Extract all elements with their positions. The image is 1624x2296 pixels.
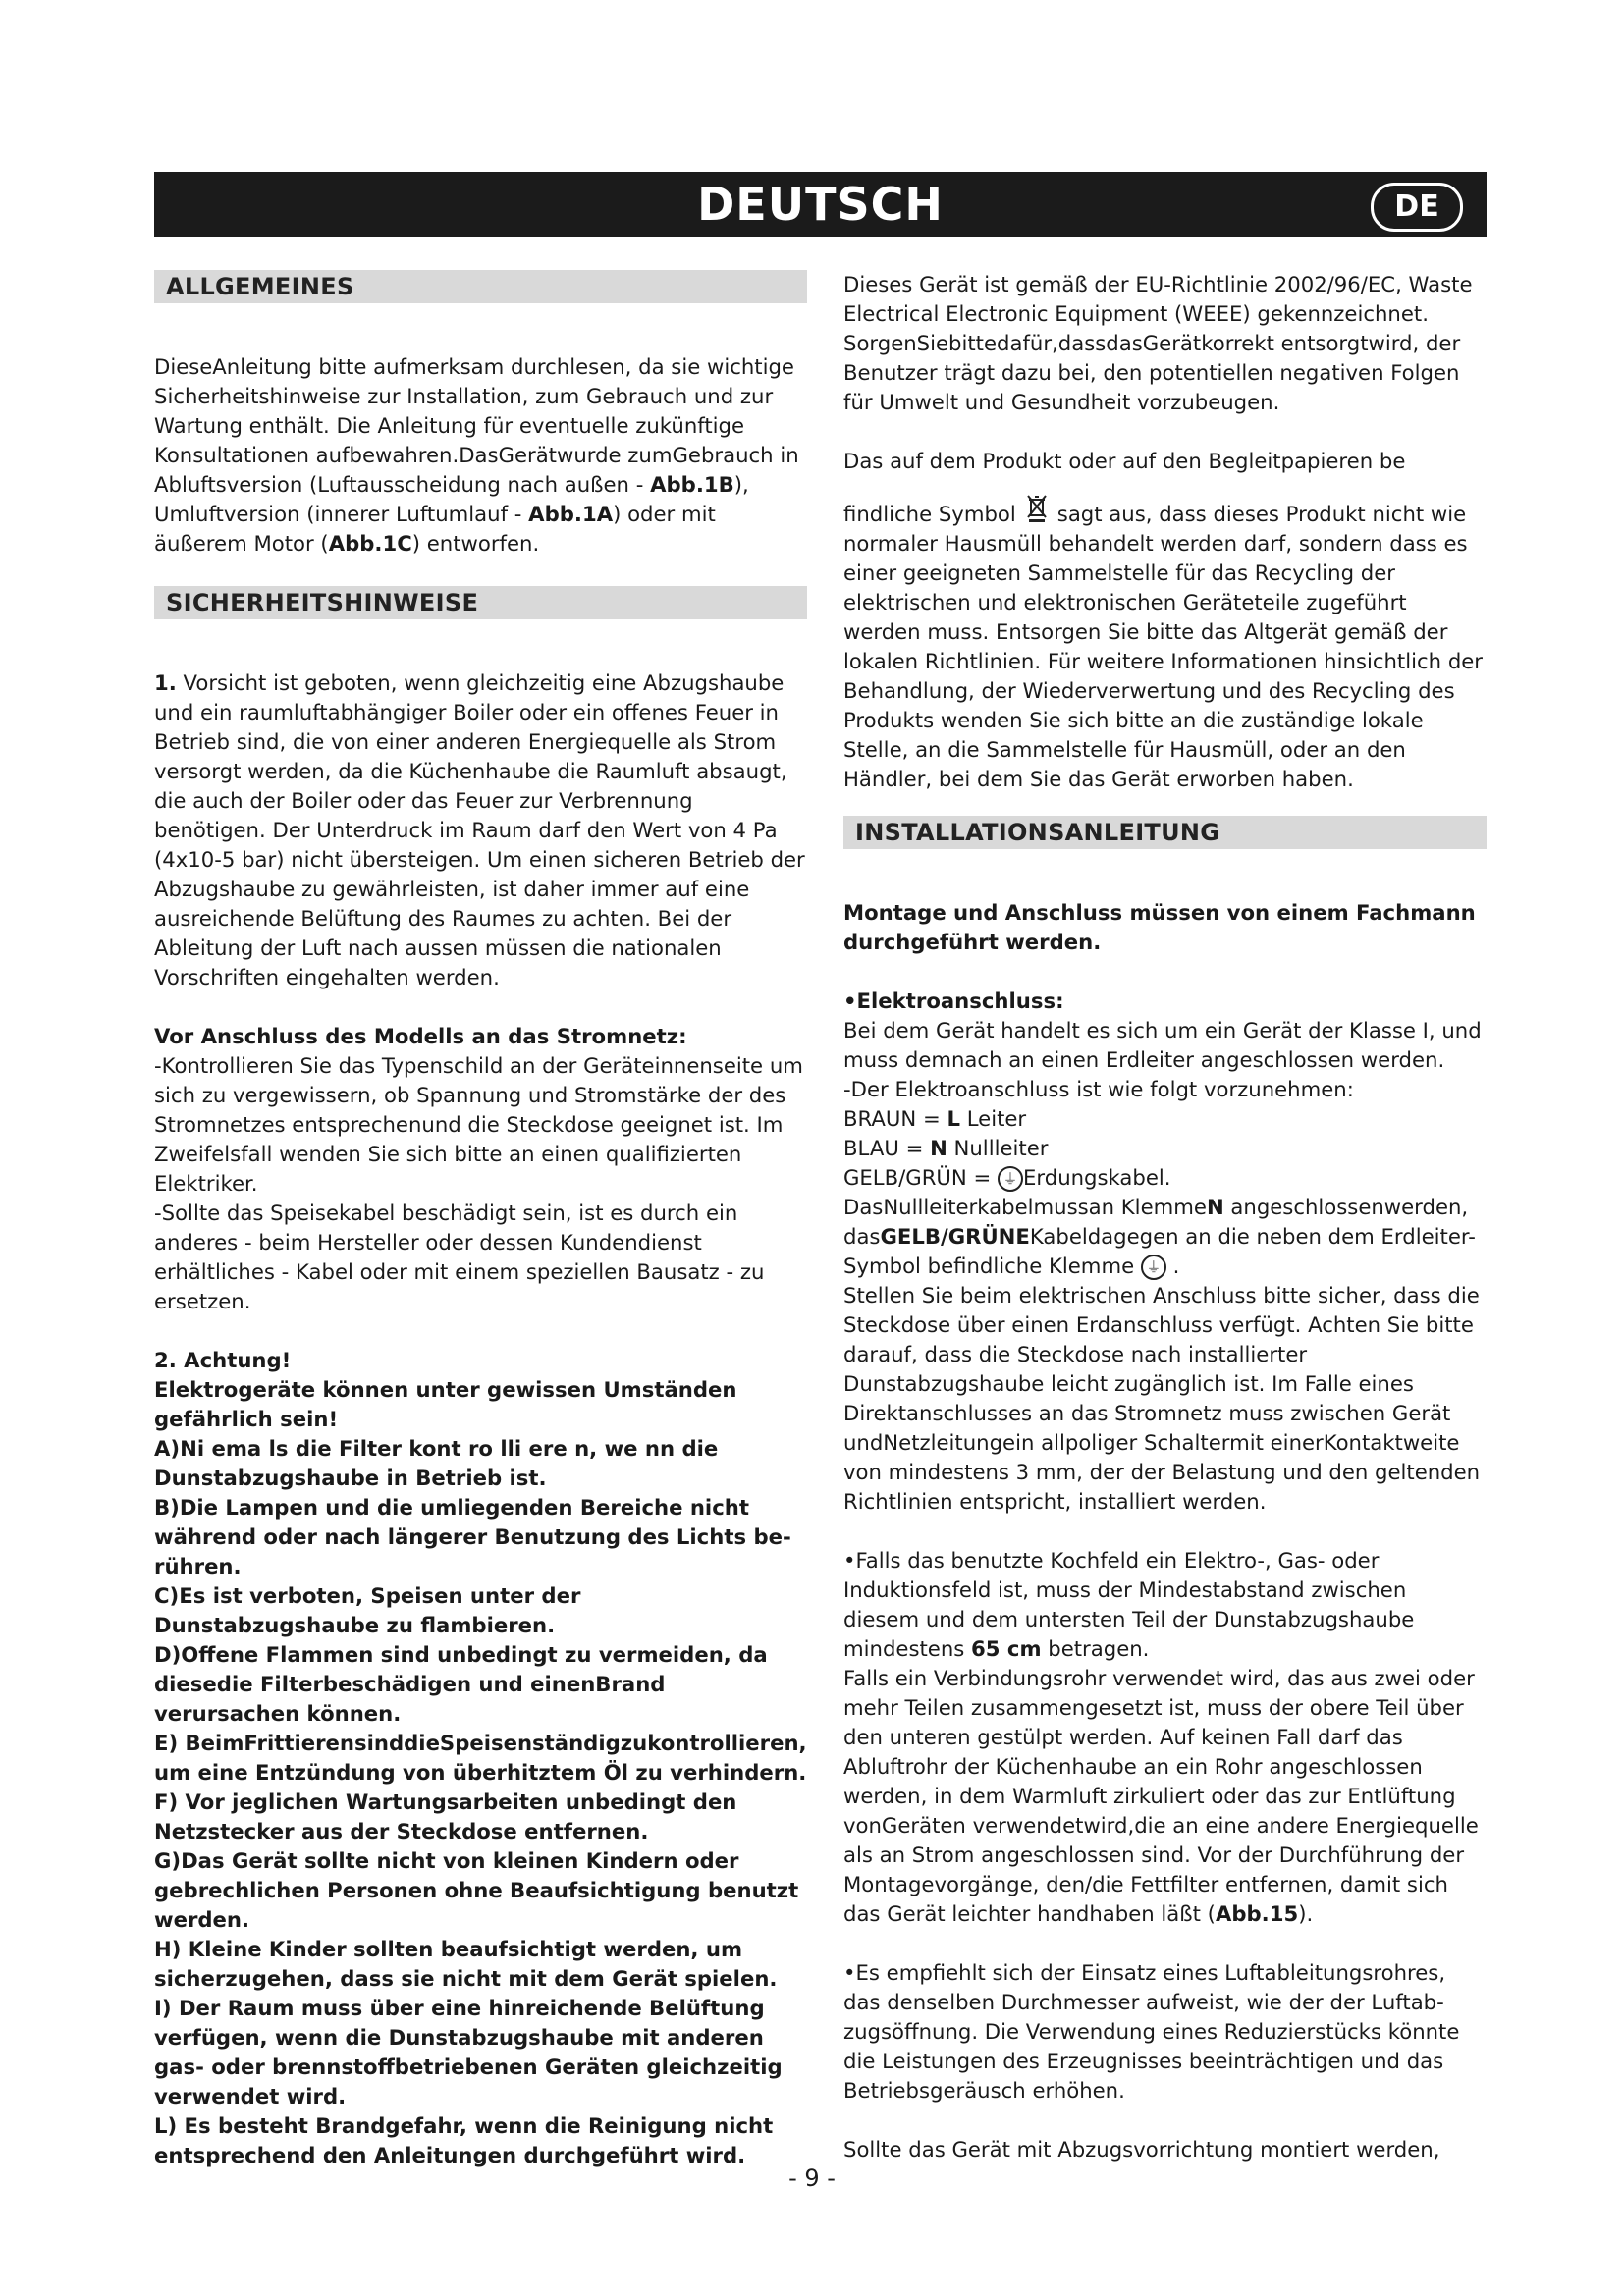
figure-ref: Abb.1C xyxy=(328,531,412,556)
text: Vorsicht ist geboten, wenn gleichzeitig eine Abzugshaube und ein raumluftabhängiger Boiler oder ein offenes Feuer in Betrieb sind, die von einer anderen Energiequelle als Strom versorgt werden, da die Küchenhaube die Raumluft absaugt, die auch der Boiler oder das Feuer zur Verbrennung benötigen. Der Unterdruck im Raum darf den Wert von 4 Pa (4x10-5 bar) nicht übersteigen. Um einen sicheren Betrieb der Abzugshaube zu gewährleisten, ist daher immer auf eine ausreichende Belüftung des Raumes zu achten. Bei der Ableitung der Luft nach aussen müssen die nationalen Vorschriften eingehalten werden. xyxy=(154,670,805,989)
text: Erdungskabel. xyxy=(1023,1165,1171,1190)
section-heading-sicherheitshinweise: SICHERHEITSHINWEISE xyxy=(154,586,807,619)
anschluss-heading: Vor Anschluss des Modells an das Stromnetz: xyxy=(154,1024,687,1048)
achtung-line: H) Kleine Kinder sollten beaufsichtigt werden, um sicherzugehen, dass sie nicht mit dem Gerät spielen. xyxy=(154,1937,778,1991)
text: Kabeldagegen an die neben dem Erdleiter-Symbol befindliche Klemme xyxy=(843,1224,1476,1278)
text: DieseAnleitung bitte aufmerksam durchlesen, da sie wichtige Sicherheitshinweise zur Installation, zum Gebrauch und zur Wartung enthält. Die Anleitung für eventuelle zukünftige Konsultationen aufbewahren.DasGerätwurde zumGebrauch in Abluftsversion (Luftausscheidung nach außen - xyxy=(154,354,799,497)
text: angeschlossenwerden, das xyxy=(843,1195,1469,1249)
symbol-paragraph xyxy=(843,494,1487,794)
achtung-line: D)Offene Flammen sind unbedingt zu vermeiden, da diesedie Filterbeschädigen und einenBrand verursachen können. xyxy=(154,1642,768,1726)
figure-ref: Abb.1B xyxy=(650,472,734,497)
figure-ref: Abb.1A xyxy=(528,502,614,526)
text: BRAUN = xyxy=(843,1106,947,1131)
page-title: DEUTSCH xyxy=(697,178,944,231)
montage-note: Montage und Anschluss müssen von einem Fachmann durchgeführt werden. xyxy=(843,900,1476,954)
text: GELB/GRÜNE xyxy=(880,1224,1030,1249)
anschluss-paragraph-1: -Kontrollieren Sie das Typenschild an der Geräteinnenseite um sich zu vergewissern, ob Spannung und Stromstärke der des Stromnetzes entsprechenund die Steckdose geeignet ist. Im Zweifelsfall wenden Sie sich bitte an einen qualifizierten Elektriker. xyxy=(154,1053,803,1196)
text: ). xyxy=(1298,1901,1314,1926)
text: findliche Symbol xyxy=(843,502,1016,526)
achtung-line: I) Der Raum muss über eine hinreichende Belüftung verfügen, wenn die Dunstabzugshaube mit anderen gas- oder brennstoffbetriebenen Geräten gleichzeitig verwendet wird. xyxy=(154,1996,783,2109)
crossed-out-bin-icon xyxy=(1026,494,1048,523)
allgemeines-paragraph xyxy=(154,352,807,559)
achtung-line: B)Die Lampen und die umliegenden Bereiche nicht während oder nach längerer Benutzung des Lichts be-rühren. xyxy=(154,1495,791,1578)
achtung-line: C)Es ist verboten, Speisen unter der Dunstabzugshaube zu flambieren. xyxy=(154,1583,581,1637)
elektro-paragraph-2: -Der Elektroanschluss ist wie folgt vorzunehmen: xyxy=(843,1077,1354,1101)
wire-brown xyxy=(843,1104,1487,1134)
text: ) entworfen. xyxy=(411,531,540,556)
text: DasNullleiterkabelmussan Klemme xyxy=(843,1195,1207,1219)
elektro-paragraph-1: Bei dem Gerät handelt es sich um ein Gerät der Klasse I, und muss demnach an einen Erdleiter angeschlossen werden. xyxy=(843,1018,1482,1072)
text: ) oder mit äußerem Motor ( xyxy=(154,502,716,556)
language-header xyxy=(154,172,1487,237)
text: Nullleiter xyxy=(947,1136,1049,1160)
text: sagt aus, dass dieses Produkt nicht wie normaler Hausmüll behandelt werden darf, sondern dass es einer geeigneten Sammelstelle für das Recycling der elektrischen und elektronischen Geräteteile zugeführt werden muss. Entsorgen Sie bitte das Altgerät gemäß der lokalen Richtlinien. Für weitere Informationen hinsichtlich der Behandlung, der Wiederverwertung und des Recycling des Produkts wenden Sie sich bitte an die zuständige lokale Stelle, an die Sammelstelle für Hausmüll, oder an den Händler, bei dem Sie das Gerät erworben haben. xyxy=(843,502,1484,791)
page-number: - 9 - xyxy=(788,2164,836,2192)
achtung-list xyxy=(154,1346,807,2170)
section-heading-allgemeines: ALLGEMEINES xyxy=(154,270,807,303)
figure-ref: Abb.15 xyxy=(1215,1901,1299,1926)
point-number: 1. xyxy=(154,670,177,695)
text: N xyxy=(930,1136,947,1160)
ground-symbol-icon: ⏚ xyxy=(998,1166,1023,1192)
left-column xyxy=(154,270,807,2170)
achtung-line: 2. Achtung! xyxy=(154,1348,292,1372)
text: GELB/GRÜN = xyxy=(843,1165,999,1190)
achtung-line: G)Das Gerät sollte nicht von kleinen Kindern oder gebrechlichen Personen ohne Beaufsichtigung benutzt werden. xyxy=(154,1848,799,1932)
anschluss-paragraph-2: -Sollte das Speisekabel beschädigt sein, ist es durch ein anderes - beim Hersteller oder dessen Kundendienst erhältliches - Kabel oder mit einem speziellen Bausatz - zu ersetzen. xyxy=(154,1201,765,1313)
wire-blue xyxy=(843,1134,1487,1163)
text: . xyxy=(1165,1254,1180,1278)
text: ), Umluftversion (innerer Luftumlauf - xyxy=(154,472,749,526)
symbol-paragraph-intro: Das auf dem Produkt oder auf den Begleitpapieren be xyxy=(843,449,1406,473)
achtung-line: L) Es besteht Brandgefahr, wenn die Reinigung nicht entsprechend den Anleitungen durchgeführt wird. xyxy=(154,2113,774,2167)
achtung-line: E) BeimFrittierensinddieSpeisenständigzukontrollieren, um eine Entzündung von überhitztem Öl zu verhindern. xyxy=(154,1731,807,1785)
safety-point-1 xyxy=(154,668,807,992)
weee-paragraph: Dieses Gerät ist gemäß der EU-Richtlinie 2002/96/EC, Waste Electrical Electronic Equipment (WEEE) gekennzeichnet. SorgenSiebittedafür,dassdasGerätkorrekt entsorgtwird, der Benutzer trägt dazu bei, den potentiellen negativen Folgen für Umwelt und Gesundheit vorzubeugen. xyxy=(843,272,1473,414)
section-heading-installationsanleitung: INSTALLATIONSANLEITUNG xyxy=(843,816,1487,849)
text: 65 cm xyxy=(971,1636,1042,1661)
language-badge: DE xyxy=(1371,183,1463,232)
elektro-heading: •Elektroanschluss: xyxy=(843,988,1064,1013)
text: Leiter xyxy=(960,1106,1027,1131)
wire-yellow-green xyxy=(843,1163,1487,1193)
achtung-line: Elektrogeräte können unter gewissen Umständen gefährlich sein! xyxy=(154,1377,737,1431)
text: L xyxy=(947,1106,960,1131)
achtung-line: F) Vor jeglichen Wartungsarbeiten unbedingt den Netzstecker aus der Steckdose entfernen. xyxy=(154,1789,737,1843)
verbindungsrohr-paragraph xyxy=(843,1664,1487,1929)
text: •Falls das benutzte Kochfeld ein Elektro-, Gas- oder Induktionsfeld ist, muss der Mindestabstand zwischen diesem und dem untersten Teil der Dunstabzugshaube mindestens xyxy=(843,1548,1415,1661)
right-column xyxy=(843,270,1487,2164)
achtung-line: A)Ni ema ls die Filter kont ro lli ere n, we nn die Dunstabzugshaube in Betrieb ist. xyxy=(154,1436,719,1490)
text: BLAU = xyxy=(843,1136,931,1160)
text: N xyxy=(1206,1195,1224,1219)
kochfeld-paragraph xyxy=(843,1546,1487,1664)
nullleiter-paragraph xyxy=(843,1193,1487,1281)
text: Falls ein Verbindungsrohr verwendet wird, das aus zwei oder mehr Teilen zusammengesetzt ist, muss der obere Teil über den unteren gestülpt werden. Auf keinen Fall darf das Abluftrohr der Küchenhaube an ein Rohr angeschlossen werden, in dem Warmluft zirkuliert oder das zur Entlüftung vonGeräten verwendetwird,die an eine andere Energiequelle als an Strom angeschlossen sind. Vor der Durchführung der Montagevorgänge, den/die Fettfilter entfernen, damit sich das Gerät leichter handhaben läßt ( xyxy=(843,1666,1479,1926)
text: betragen. xyxy=(1041,1636,1150,1661)
abzug-paragraph: Sollte das Gerät mit Abzugsvorrichtung montiert werden, xyxy=(843,2137,1440,2162)
ground-symbol-icon: ⏚ xyxy=(1141,1255,1166,1280)
steckdose-paragraph: Stellen Sie beim elektrischen Anschluss bitte sicher, dass die Steckdose über einen Erdanschluss verfügt. Achten Sie bitte darauf, dass die Steckdose nach installierter Dunstabzugshaube leicht zugänglich ist. Im Falle eines Direktanschlusses an das Stromnetz muss zwischen Gerät undNetzleitungein allpoliger Schaltermit einerKontaktweite von mindestens 3 mm, der der Belastung und den geltenden Richtlinien entspricht, installiert werden. xyxy=(843,1283,1481,1514)
luftableitung-paragraph: •Es empfiehlt sich der Einsatz eines Luftableitungsrohres, das denselben Durchmesser aufweist, wie der der Luftab-zugsöffnung. Die Verwendung eines Reduzierstücks könnte die Leistungen des Erzeugnisses beeinträchtigen und das Betriebsgeräusch erhöhen. xyxy=(843,1960,1460,2103)
